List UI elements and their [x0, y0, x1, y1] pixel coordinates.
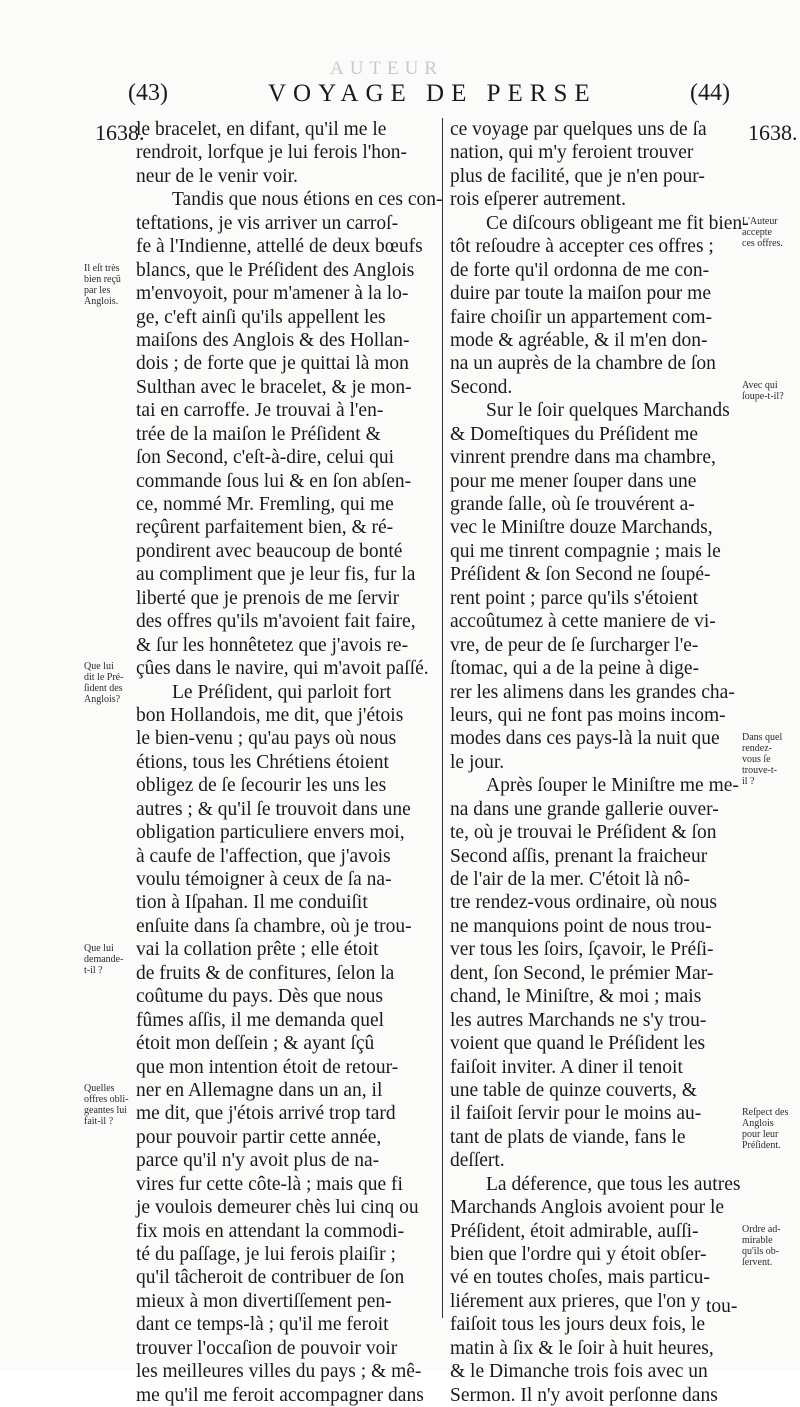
text-line: commande ſous lui & en ſon abſen-: [136, 470, 412, 492]
text-line: le bien-venu ; qu'au pays où nous: [136, 728, 397, 750]
text-line: fe à l'Indienne, attellé de deux bœufs: [136, 236, 423, 258]
text-line: Sermon. Il n'y avoit perſonne dans: [450, 1384, 718, 1406]
text-line: le bracelet, en difant, qu'il me le: [136, 119, 387, 140]
text-line: tant de plats de viande, fans le: [450, 1126, 686, 1148]
text-line: à caufe de l'affection, que j'avois: [136, 845, 391, 867]
margin-note-line: Anglois: [742, 1117, 774, 1129]
text-line: liérement aux prieres, que l'on y: [450, 1290, 701, 1312]
text-line: me dit, que j'étois arrivé trop tard: [136, 1103, 396, 1125]
text-line: ſon Second, c'eſt-à-dire, celui qui: [136, 447, 395, 469]
text-line: accoûtumez à cette maniere de vi-: [450, 611, 716, 633]
column-divider: [442, 118, 443, 1318]
text-line: dent, ſon Second, le prémier Mar-: [450, 962, 714, 984]
text-line: te, où je trouvai le Préſident & ſon: [450, 822, 717, 844]
text-line: rer les alimens dans les grandes cha-: [450, 681, 735, 703]
right-text-column: [450, 118, 750, 1407]
text-line: na dans une grande gallerie ouver-: [450, 798, 719, 820]
margin-note-line: bien reçû: [84, 273, 121, 285]
text-line: voient que quand le Préſident les: [450, 1033, 706, 1055]
text-line: té du paſſage, je lui ferois plaiſir ;: [136, 1244, 396, 1265]
text-line: duire par toute la maiſon pour me: [450, 283, 712, 305]
text-line: autres ; & qu'il ſe trouvoit dans une: [136, 798, 411, 820]
text-line: trouver l'occaſion de pouvoir voir: [136, 1337, 398, 1359]
text-line: Sur le ſoir quelques Marchands: [486, 400, 730, 422]
margin-note-line: Reſpect des: [742, 1106, 789, 1118]
text-line: le jour.: [450, 751, 505, 773]
text-line: Second aſſis, prenant la fraicheur: [450, 845, 708, 867]
margin-note-line: qu'ils ob-: [742, 1246, 780, 1258]
text-line: Tandis que nous étions en ces con-: [172, 189, 443, 211]
text-line: deſſert.: [450, 1150, 505, 1172]
text-line: dant ce temps-là ; qu'il me feroit: [136, 1314, 389, 1336]
text-line: trée de la maiſon le Préſident &: [136, 423, 381, 445]
text-line: Après ſouper le Miniſtre me me-: [486, 775, 739, 797]
text-line: Ce diſcours obligeant me fit bien-: [486, 212, 749, 234]
text-line: pondirent avec beaucoup de bonté: [136, 540, 403, 562]
margin-note-line: Que lui: [84, 661, 114, 673]
text-line: vires fur cette côte-là ; mais que fi: [136, 1173, 403, 1195]
text-line: tôt reſoudre à accepter ces offres ;: [450, 236, 714, 258]
text-line: grande ſalle, où ſe trouvérent a-: [450, 494, 695, 515]
margin-note-line: offres obli-: [84, 1094, 129, 1106]
text-line: Préſident, étoit admirable, auſſi-: [450, 1220, 699, 1242]
text-line: coûtume du pays. Dès que nous: [136, 986, 383, 1008]
text-line: ce voyage par quelques uns de ſa: [450, 119, 707, 140]
text-line: qui me tinrent compagnie ; mais le: [450, 540, 721, 562]
text-line: bon Hollandois, me dit, que j'étois: [136, 704, 404, 726]
text-line: vai la collation prête ; elle étoit: [136, 939, 379, 961]
text-line: chand, le Miniſtre, & moi ; mais: [450, 986, 702, 1008]
text-line: Préſident & ſon Second ne ſoupé-: [450, 564, 711, 586]
margin-note-line: fait-il ?: [84, 1116, 114, 1128]
text-line: me qu'il me feroit accompagner dans: [136, 1384, 424, 1406]
margin-note-line: mirable: [742, 1235, 773, 1247]
margin-note: [84, 661, 140, 705]
margin-note-line: demande-: [84, 953, 124, 965]
text-line: rois eſperer autrement.: [450, 189, 626, 211]
text-line: fix mois en attendant la commodi-: [136, 1220, 405, 1242]
margin-note-line: Que lui: [84, 942, 114, 954]
text-line: m'envoyoit, pour m'amener à la lo-: [136, 283, 409, 305]
margin-note: [742, 1224, 798, 1268]
text-line: faire choiſir un appartement com-: [450, 306, 713, 328]
text-line: fûmes aſſis, il me demanda quel: [136, 1009, 385, 1031]
text-line: que mon intention étoit de retour-: [136, 1056, 399, 1078]
text-line: maiſons des Anglois & des Hollan-: [136, 329, 410, 351]
text-line: mieux à mon divertiſſement pen-: [136, 1290, 392, 1312]
margin-note-line: ſervent.: [742, 1257, 773, 1269]
show-through-text: AUTEUR: [330, 58, 444, 79]
text-line: obligation particuliere envers moi,: [136, 822, 405, 844]
text-line: de fruits & de confitures, ſelon la: [136, 962, 395, 984]
text-line: je voulois demeurer chès lui cinq ou: [136, 1197, 419, 1219]
text-line: étions, tous les Chrétiens étoient: [136, 751, 389, 773]
catchword: tou-: [706, 1296, 738, 1317]
running-header: [0, 80, 800, 116]
margin-note-line: par les: [84, 284, 111, 296]
text-line: ner en Allemagne dans un an, il: [136, 1079, 383, 1101]
text-line: teftations, je vis arriver un carroſ-: [136, 212, 399, 234]
margin-note-line: L'Auteur: [742, 215, 778, 227]
margin-note: [742, 216, 798, 249]
margin-note-line: il ?: [742, 775, 755, 787]
text-line: tai en carroffe. Je trouvai à l'en-: [136, 400, 384, 422]
margin-note-line: ces offres.: [742, 237, 783, 249]
margin-note-line: dit le Pré-: [84, 672, 124, 684]
text-line: étoit mon deſſein ; & ayant ſçû: [136, 1033, 375, 1055]
margin-note: [84, 943, 140, 976]
running-title: VOYAGE DE PERSE: [268, 80, 597, 107]
text-line: enſuite dans ſa chambre, où je trou-: [136, 915, 412, 937]
text-line: ge, c'eft ainſi qu'ils appellent les: [136, 306, 386, 328]
text-line: reçûrent parfaitement bien, & ré-: [136, 517, 394, 539]
text-line: les meilleures villes du pays ; & mê-: [136, 1361, 422, 1383]
text-line: modes dans ces pays-là la nuit que: [450, 728, 720, 750]
text-line: Second.: [450, 376, 513, 398]
margin-note: [742, 1107, 798, 1151]
text-line: il faiſoit ſervir pour le moins au-: [450, 1103, 702, 1125]
margin-note-line: pour leur: [742, 1128, 779, 1140]
text-line: une table de quinze couverts, &: [450, 1079, 697, 1101]
text-line: faiſoit tous les jours deux fois, le: [450, 1314, 706, 1336]
text-line: liberté que je prenois de me ſervir: [136, 587, 400, 609]
text-line: vinrent prendre dans ma chambre,: [450, 447, 716, 469]
margin-note-line: Préſident.: [742, 1139, 781, 1151]
text-line: tion à Iſpahan. Il me conduiſit: [136, 892, 368, 914]
text-line: ce, nommé Mr. Fremling, qui me: [136, 494, 394, 515]
text-line: ſtomac, qui a de la peine à dige-: [450, 658, 700, 680]
page-number-right: (44): [690, 80, 730, 106]
text-line: dois ; de forte que je quittai là mon: [136, 353, 409, 375]
text-line: pour pouvoir partir cette année,: [136, 1126, 382, 1148]
text-line: Sulthan avec le bracelet, & je mon-: [136, 376, 412, 398]
text-line: les autres Marchands ne s'y trou-: [450, 1009, 707, 1031]
text-line: nation, qui m'y feroient trouver: [450, 142, 694, 164]
margin-note-line: t-il ?: [84, 964, 103, 976]
text-line: faiſoit inviter. A diner il tenoit: [450, 1056, 683, 1078]
text-line: au compliment que je leur fis, fur la: [136, 564, 416, 586]
text-line: des offres qu'ils m'avoient fait faire,: [136, 611, 416, 633]
margin-note-line: rendez-: [742, 742, 772, 754]
text-line: rent point ; parce qu'ils s'étoient: [450, 587, 699, 609]
text-line: & ſur les honnêtetez que j'avois re-: [136, 634, 409, 656]
margin-note-line: ſident des: [84, 683, 123, 695]
left-text-column: [136, 118, 443, 1407]
margin-note: [84, 1083, 140, 1127]
margin-note-line: Anglois?: [84, 694, 121, 706]
text-line: de l'air de la mer. C'étoit là nô-: [450, 869, 690, 890]
margin-note-line: vous ſe: [742, 753, 771, 765]
margin-note-line: Anglois.: [84, 295, 119, 307]
text-line: leurs, qui ne font pas moins incom-: [450, 704, 726, 726]
text-line: Marchands Anglois avoient pour le: [450, 1197, 725, 1219]
text-line: blancs, que le Préſident des Anglois: [136, 259, 415, 281]
margin-note-line: Dans quel: [742, 731, 783, 743]
text-line: parce qu'il n'y avoit plus de na-: [136, 1150, 380, 1172]
text-line: voulu témoigner à ceux de ſa na-: [136, 869, 392, 890]
text-line: vé en toutes choſes, mais particu-: [450, 1267, 710, 1289]
text-line: qu'il tâcheroit de contribuer de ſon: [136, 1267, 405, 1289]
text-line: mode & agréable, & il m'en don-: [450, 329, 708, 351]
margin-note: [84, 263, 140, 307]
text-line: matin à ſix & le ſoir à huit heures,: [450, 1337, 714, 1359]
margin-note-line: Quelles: [84, 1083, 115, 1095]
text-line: vre, de peur de ſe ſurcharger l'e-: [450, 634, 699, 656]
margin-note-line: geantes lui: [84, 1105, 128, 1117]
text-line: ver tous les ſoirs, ſçavoir, le Préſi-: [450, 939, 714, 961]
margin-note: [742, 380, 798, 402]
year-marker-right: 1638.: [748, 120, 798, 145]
text-line: tre rendez-vous ordinaire, où nous: [450, 892, 717, 914]
text-line: plus de facilité, que je n'en pour-: [450, 165, 705, 187]
page-number-left: (43): [128, 80, 168, 106]
margin-note-line: accepte: [742, 226, 772, 238]
text-line: ne manquions point de nous trou-: [450, 915, 712, 937]
margin-note-line: Il eſt très: [84, 262, 120, 274]
text-line: rendroit, lorfque je lui ferois l'hon-: [136, 142, 408, 164]
margin-note-line: ſoupe-t-il?: [742, 390, 784, 402]
margin-note-line: Avec qui: [742, 379, 778, 391]
margin-note-line: trouve-t-: [742, 764, 777, 776]
text-line: obligez de ſe ſecourir les uns les: [136, 775, 387, 797]
text-line: & le Dimanche trois fois avec un: [450, 1361, 708, 1383]
text-line: & Domeſtiques du Préſident me: [450, 423, 699, 445]
text-line: vec le Miniſtre douze Marchands,: [450, 517, 713, 539]
text-line: na un auprès de la chambre de ſon: [450, 353, 716, 375]
year-marker-left: 1638.: [95, 120, 145, 145]
text-line: çûes dans le navire, qui m'avoit paſſé.: [136, 658, 429, 680]
text-line: bien que l'ordre qui y étoit obſer-: [450, 1244, 707, 1265]
text-line: La déference, que tous les autres: [486, 1173, 741, 1195]
margin-note-line: Ordre ad-: [742, 1224, 781, 1236]
text-line: neur de le venir voir.: [136, 165, 298, 187]
margin-note: [742, 732, 798, 787]
text-line: Le Préſident, qui parloit fort: [172, 681, 392, 703]
text-line: de forte qu'il ordonna de me con-: [450, 259, 710, 281]
text-line: pour me mener ſouper dans une: [450, 470, 697, 492]
